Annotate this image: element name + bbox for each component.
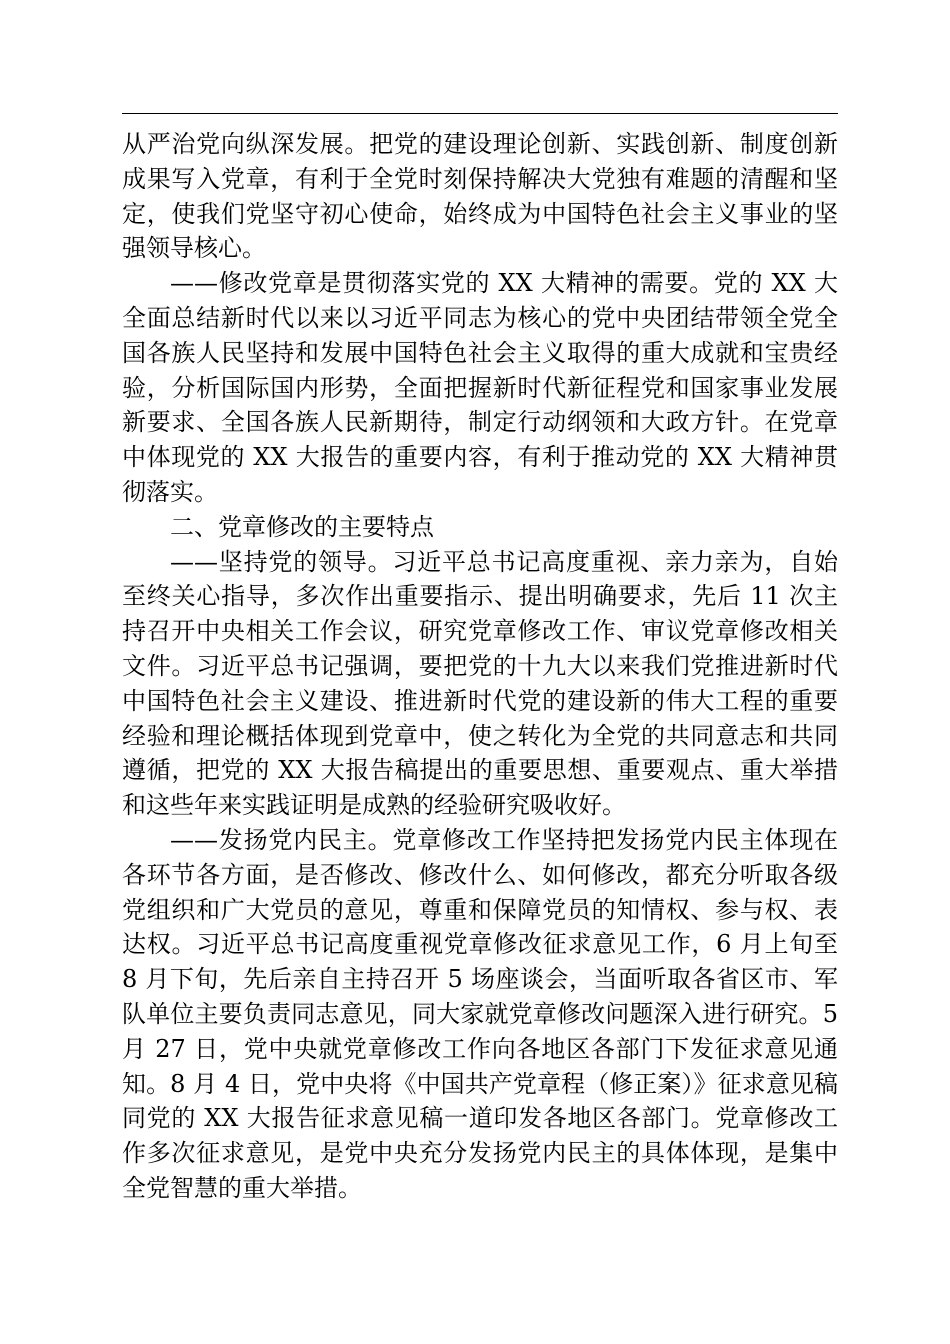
header-rule xyxy=(122,113,838,114)
paragraph-xx-congress-spirit: ——修改党章是贯彻落实党的 XX 大精神的需要。党的 XX 大全面总结新时代以来以习近平同志为核心的党中央团结带领全党全国各族人民坚持和发展中国特色社会主义取得的重大成就和宝贵经验，分析国际国内形势，全面把握新时代新征程党和国家事业发展新要求、全国各族人民新期待，制定行动纲领和大政方针。在党章中体现党的 XX 大报告的重要内容，有利于推动党的 XX 大精神贯彻落实。 xyxy=(122,269,838,506)
paragraph-continuation: 从严治党向纵深发展。把党的建设理论创新、实践创新、制度创新成果写入党章，有利于全党时刻保持解决大党独有难题的清醒和坚定，使我们党坚守初心使命，始终成为中国特色社会主义事业的坚强领导核心。 xyxy=(122,130,838,263)
paragraph-party-leadership: ——坚持党的领导。习近平总书记高度重视、亲力亲为，自始至终关心指导，多次作出重要指示、提出明确要求，先后 11 次主持召开中央相关工作会议，研究党章修改工作、审议党章修改相关文件。习近平总书记强调，要把党的十九大以来我们党推进新时代中国特色社会主义建设、推进新时代党的建设新的伟大工程的重要经验和理论概括体现到党章中，使之转化为全党的共同意志和共同遵循，把党的 XX 大报告稿提出的重要思想、重要观点、重大举措和这些年来实践证明是成熟的经验研究吸收好。 xyxy=(122,547,838,820)
document-body xyxy=(122,127,838,1206)
section-heading-main-features: 二、党章修改的主要特点 xyxy=(170,512,434,541)
paragraph-inner-party-democracy: ——发扬党内民主。党章修改工作坚持把发扬党内民主体现在各环节各方面，是否修改、修改什么、如何修改，都充分听取各级党组织和广大党员的意见，尊重和保障党员的知情权、参与权、表达权。习近平总书记高度重视党章修改征求意见工作，6 月上旬至 8 月下旬，先后亲自主持召开 5 场座谈会，当面听取各省区市、军队单位主要负责同志意见，同大家就党章修改问题深入进行研究。5 月 27 日，党中央就党章修改工作向各地区各部门下发征求意见通知。8 月 4 日，党中央将《中国共产党章程（修正案）》征求意见稿同党的 XX 大报告征求意见稿一道印发各地区各部门。党章修改工作多次征求意见，是党中央充分发扬党内民主的具体体现，是集中全党智慧的重大举措。 xyxy=(122,825,838,1202)
